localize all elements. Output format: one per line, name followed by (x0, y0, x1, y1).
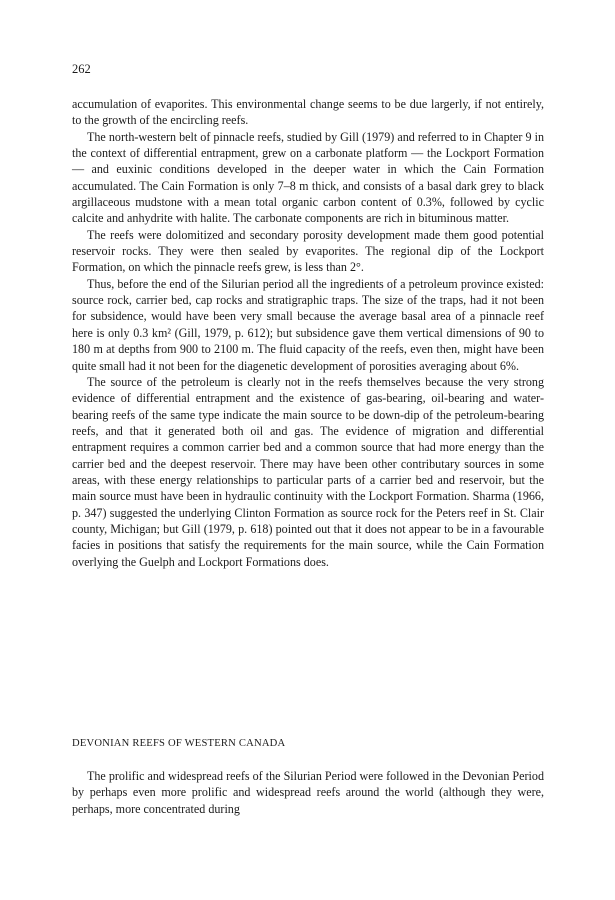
paragraph-1: accumulation of evaporites. This environmental change seems to be due largerly, if not entirely, to the growth of the encircling reefs. (72, 97, 544, 128)
section-body (72, 768, 544, 817)
paragraph-4: Thus, before the end of the Silurian period all the ingredients of a petroleum province existed: source rock, carrier bed, cap rocks and stratigraphic traps. The size of the traps, had it not been for subsidence, would have been very small because the average basal area of a pinnacle reef here is only 0.3 km² (Gill, 1979, p. 612); but subsidence gave them vertical dimensions of 90 to 180 m at depths from 900 to 2100 m. The fluid capacity of the reefs, even then, might have been quite small had it not been for the diagenetic development of porosities averaging about 6%. (72, 276, 544, 373)
paragraph-5: The source of the petroleum is clearly not in the reefs themselves because the very strong evidence of differential entrapment and the existence of gas-bearing, oil-bearing and water-bearing reefs of the same type indicate the main source to be down-dip of the petroleum-bearing reefs, and that it generated both oil and gas. The evidence of migration and differential entrapment requires a common carrier bed and a common source that had more energy than the carrier bed and the deepest reservoir. There may have been other contributary sources in some areas, with these energy relationships to particular parts of a carrier bed and reservoir, but the main source must have been in hydraulic continuity with the Lockport Formation. Sharma (1966, p. 347) suggested the underlying Clinton Formation as source rock for the Peters reef in St. Clair county, Michigan; but Gill (1979, p. 618) pointed out that it does not appear to be in a favourable facies in positions that satisfy the requirements for the main source, while the Cain Formation overlying the Guelph and Lockport Formations does. (72, 374, 544, 569)
section-heading: DEVONIAN REEFS OF WESTERN CANADA (72, 738, 286, 749)
paragraph-3: The reefs were dolomitized and secondary porosity development made them good potential reservoir rocks. They were then sealed by evaporites. The regional dip of the Lockport Formation, on which the pinnacle reefs grew, is less than 2°. (72, 227, 544, 275)
paragraph-2: The north-western belt of pinnacle reefs, studied by Gill (1979) and referred to in Chapter 9 in the context of differential entrapment, grew on a carbonate platform — the Lockport Formation — and euxinic conditions developed in the deeper water in which the Cain Formation accumulated. The Cain Formation is only 7–8 m thick, and consists of a basal dark grey to black argillaceous mudstone with a mean total organic carbon content of 0.3%, followed by cyclic calcite and anhydrite with halite. The carbonate components are rich in bituminous matter. (72, 129, 544, 226)
page-number: 262 (72, 62, 91, 76)
section-paragraph: The prolific and widespread reefs of the Silurian Period were followed in the Devonian Period by perhaps even more prolific and widespread reefs around the world (although they were, perhaps, more concentrated during (72, 769, 544, 816)
body-text (72, 96, 544, 570)
